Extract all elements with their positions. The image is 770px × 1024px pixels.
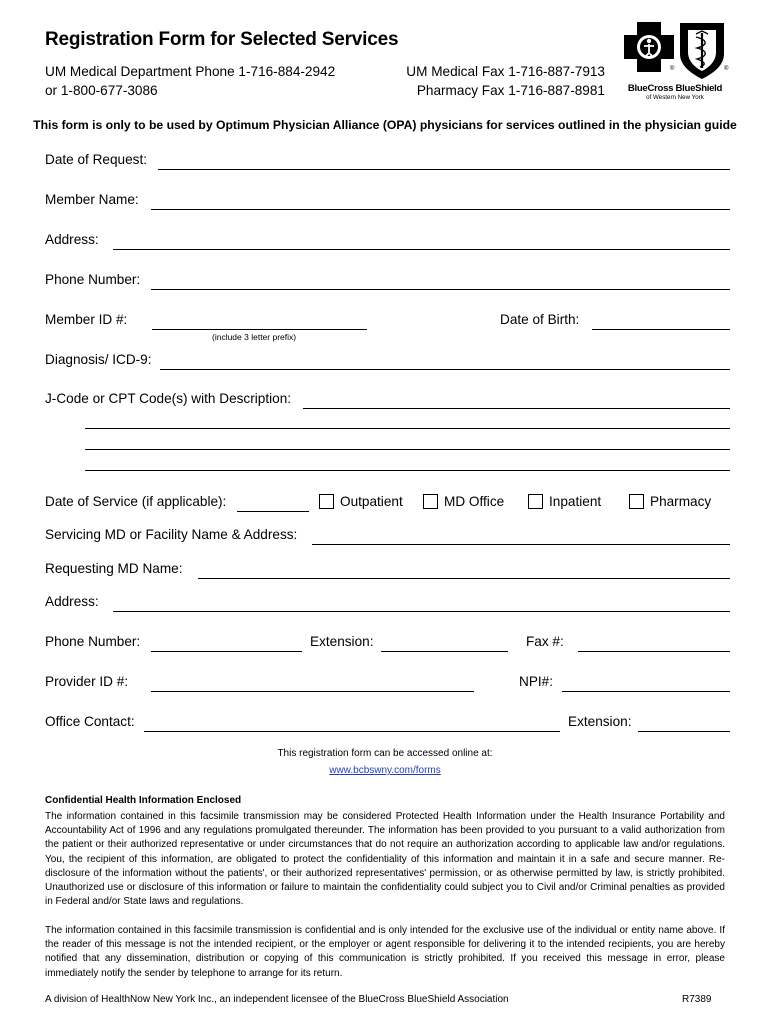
fax-info <box>405 62 605 100</box>
contact-extension-label: Extension: <box>568 714 632 729</box>
online-text: This registration form can be accessed online at: <box>277 748 493 759</box>
date-of-birth-field[interactable] <box>592 329 730 330</box>
md-extension-field[interactable] <box>381 651 508 652</box>
outpatient-label: Outpatient <box>340 494 403 509</box>
phone-line-1: UM Medical Department Phone 1-716-884-2942 <box>45 64 336 79</box>
date-of-service-label: Date of Service (if applicable): <box>45 494 227 509</box>
fax-line-1: UM Medical Fax 1-716-887-7913 <box>406 64 605 79</box>
jcode-field-line-2[interactable] <box>85 428 730 429</box>
office-contact-field[interactable] <box>144 731 560 732</box>
pharmacy-checkbox[interactable] <box>629 494 644 509</box>
jcode-field[interactable] <box>303 408 730 409</box>
requesting-md-field[interactable] <box>198 578 730 579</box>
fax-line-2: Pharmacy Fax 1-716-887-8981 <box>416 83 605 98</box>
confidential-paragraph-2: The information contained in this facsimile transmission is confidential and is only intended for the exclusive use of the individual or entity name above. If the reader of this message is not the intended recipient, or the employer or agent responsible for delivering it to the intended recipients, you are hereby notified that any dissemination, distribution or copying of this communication is strictly prohibited. If you received this message in error, please immediately notify the sender by telephone to arrange for its return. <box>45 925 725 979</box>
md-office-checkbox[interactable] <box>423 494 438 509</box>
date-of-service-field[interactable] <box>237 511 309 512</box>
servicing-md-field[interactable] <box>312 544 730 545</box>
registered-mark: ® <box>670 66 675 72</box>
outpatient-checkbox[interactable] <box>319 494 334 509</box>
blue-cross-icon <box>624 22 674 72</box>
provider-id-field[interactable] <box>151 691 474 692</box>
inpatient-label: Inpatient <box>549 494 602 509</box>
usage-notice: This form is only to be used by Optimum Physician Alliance (OPA) physicians for services outlined in the physician guide <box>33 118 737 132</box>
jcode-field-line-3[interactable] <box>85 449 730 450</box>
md-phone-label: Phone Number: <box>45 634 141 649</box>
phone-number-field[interactable] <box>151 289 730 290</box>
confidential-heading: Confidential Health Information Enclosed <box>45 795 242 806</box>
member-name-label: Member Name: <box>45 192 139 207</box>
requesting-md-label: Requesting MD Name: <box>45 561 183 576</box>
npi-label: NPI#: <box>519 674 553 689</box>
address-field[interactable] <box>113 249 730 250</box>
form-title: Registration Form for Selected Services <box>45 29 399 50</box>
confidential-paragraph-1: The information contained in this facsimile transmission may be considered Protected Health Information under the Health Insurance Portability and Accountability Act of 1996 and any regulations promulgated thereunder. The information has been provided to you pursuant to a valid authorization from the patient or their authorized representative or under circumstances that do not require an authorization according to applicable law and/or regulations. You, the recipient of this information, are obligated to protect the confidentiality of this information and maintain it in a safe and secure manner. Re-disclosure of the information without the patients', or their authorized representatives' permission, or as otherwise permitted by law, is strictly prohibited. Unauthorized use or disclosure of this information or failure to maintain the confidentiality could subject you to Civil and/or Criminal penalties as provided in Federal and/or State laws and regulations. <box>45 811 725 908</box>
form-code: R7389 <box>682 994 712 1005</box>
jcode-field-line-4[interactable] <box>85 470 730 471</box>
contact-extension-field[interactable] <box>638 731 730 732</box>
member-name-field[interactable] <box>151 209 730 210</box>
npi-field[interactable] <box>562 691 730 692</box>
pharmacy-label: Pharmacy <box>650 494 712 509</box>
blue-shield-icon <box>680 23 724 79</box>
date-of-request-label: Date of Request: <box>45 152 148 167</box>
md-fax-label: Fax #: <box>526 634 564 649</box>
registered-mark-2: ® <box>724 66 729 72</box>
phone-info <box>45 62 335 100</box>
phone-line-2: or 1-800-677-3086 <box>45 83 158 98</box>
forms-link[interactable]: www.bcbswny.com/forms <box>329 765 441 776</box>
member-id-field[interactable] <box>152 329 367 330</box>
jcode-label: J-Code or CPT Code(s) with Description: <box>45 391 292 406</box>
diagnosis-label: Diagnosis/ ICD-9: <box>45 352 152 367</box>
member-id-label: Member ID #: <box>45 312 128 327</box>
md-office-label: MD Office <box>444 494 505 509</box>
logo-sub: of Western New York <box>646 94 704 101</box>
servicing-md-label: Servicing MD or Facility Name & Address: <box>45 527 298 542</box>
member-id-hint: (include 3 letter prefix) <box>212 332 297 342</box>
footer-text: A division of HealthNow New York Inc., an independent licensee of the BlueCross BlueShield Association <box>45 994 509 1005</box>
provider-id-label: Provider ID #: <box>45 674 129 689</box>
md-address-label: Address: <box>45 594 99 609</box>
diagnosis-field[interactable] <box>160 369 730 370</box>
date-of-birth-label: Date of Birth: <box>500 312 580 327</box>
logo-name: BlueCross BlueShield <box>627 83 723 94</box>
phone-number-label: Phone Number: <box>45 272 141 287</box>
inpatient-checkbox[interactable] <box>528 494 543 509</box>
online-link-wrap <box>0 765 770 776</box>
md-fax-field[interactable] <box>578 651 730 652</box>
address-label: Address: <box>45 232 99 247</box>
office-contact-label: Office Contact: <box>45 714 135 729</box>
date-of-request-field[interactable] <box>158 169 730 170</box>
md-phone-field[interactable] <box>151 651 302 652</box>
md-address-field[interactable] <box>113 611 730 612</box>
md-extension-label: Extension: <box>310 634 374 649</box>
